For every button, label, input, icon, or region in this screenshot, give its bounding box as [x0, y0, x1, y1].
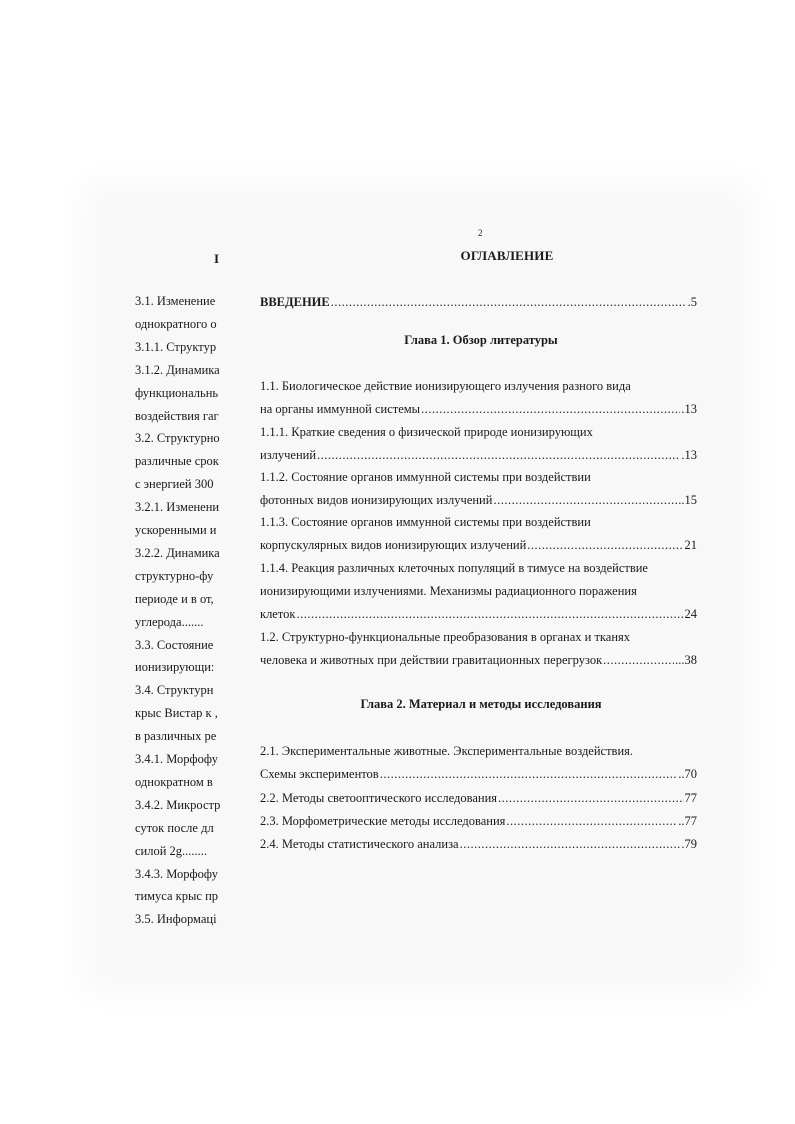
chapter-1-heading: Глава 1. Обзор литературы — [404, 333, 558, 347]
dot-leader — [527, 537, 683, 553]
toc-entry-1-1-4 — [260, 606, 697, 622]
page-number: 2 — [478, 228, 483, 238]
toc-entry-1-1-1-line1: 1.1.1. Краткие сведения о физической природе ионизирующих — [260, 425, 593, 439]
toc-intro-label: ВВЕДЕНИЕ — [260, 295, 330, 309]
dot-leader — [493, 492, 677, 508]
dot-leader — [296, 606, 683, 622]
left-page-line: 3.1.1. Структур — [135, 339, 217, 354]
left-page-line: различные срок — [135, 454, 219, 469]
left-page-line: однократном в — [135, 774, 213, 789]
left-page-line: 3.2.2. Динамика — [135, 545, 220, 560]
toc-entry-1-1-4-line1: 1.1.4. Реакция различных клеточных популяций в тимусе на воздействие — [260, 561, 648, 575]
left-page-line: 3.5. Информаці — [135, 912, 217, 927]
left-page-line: ускоренными и — [135, 523, 217, 537]
toc-entry-1-1-3-line1: 1.1.3. Состояние органов иммунной системы при воздействии — [260, 515, 591, 529]
toc-entry-1-1-2 — [260, 492, 697, 508]
toc-entry-page: ..70 — [678, 767, 697, 781]
toc-entry-1-1-3 — [260, 537, 697, 553]
left-page-line: с энергией 300 — [135, 477, 214, 492]
toc-entry-2-2 — [260, 790, 697, 806]
toc-entry-text: на органы иммунной системы — [260, 402, 421, 416]
left-page-line: ионизирующи: — [135, 660, 215, 675]
toc-entry-1-2 — [260, 652, 697, 668]
toc-entry-page: ..77 — [678, 814, 697, 828]
toc-entry-text: корпускулярных видов ионизирующих излучений — [260, 538, 527, 552]
left-page-fragment — [128, 200, 221, 940]
toc-entry-page: 24 — [684, 607, 697, 621]
toc-entry-1-1-4-line2: ионизирующими излучениями. Механизмы радиационного поражения — [260, 584, 637, 598]
page-title: ОГЛАВЛЕНИЕ — [460, 248, 554, 263]
toc-entry-text: 2.3. Морфометрические методы исследования — [260, 814, 506, 828]
left-page-line: 3.4.2. Микростр — [135, 797, 221, 812]
left-page-line: 3.2.1. Изменени — [135, 500, 220, 515]
left-page-line: крыс Вистар к , — [135, 706, 218, 721]
toc-intro-page: .5 — [687, 295, 697, 309]
left-page-line: 3.4. Структурн — [135, 683, 214, 698]
toc-entry-text: Схемы экспериментов — [260, 767, 379, 781]
toc-entry-2-3 — [260, 813, 697, 829]
left-page-line: 3.1.2. Динамика — [135, 362, 220, 377]
toc-intro — [260, 294, 697, 310]
left-page-line: 3.3. Состояние — [135, 637, 214, 652]
left-page-line: структурно-фу — [135, 568, 214, 583]
left-page-heading: I — [214, 251, 220, 266]
toc-entry-1-1 — [260, 401, 697, 417]
left-page-line: воздействия гаг — [135, 408, 219, 423]
toc-entry-2-4 — [260, 836, 697, 852]
toc-entry-1-1-1 — [260, 447, 697, 463]
left-page-line: 3.4.1. Морфофу — [135, 752, 218, 766]
left-page-line: функциональнь — [135, 385, 219, 400]
toc-entry-page: .79 — [681, 837, 697, 851]
toc-entry-page: ...38 — [675, 653, 697, 667]
left-page-line: силой 2g........ — [135, 843, 208, 858]
toc-entry-page: 77 — [684, 791, 697, 805]
dot-leader — [506, 813, 677, 829]
toc-entry-text: клеток — [260, 607, 296, 621]
toc-entry-page: .13 — [681, 402, 697, 416]
toc-entry-text: излучений — [260, 448, 317, 462]
dot-leader — [460, 836, 681, 852]
toc-entry-page: ..15 — [678, 493, 697, 507]
toc-entry-text: человека и животных при действии гравитационных перегрузок — [260, 653, 603, 667]
toc-entry-2-1-line1: 2.1. Экспериментальные животные. Экспериментальные воздействия. — [260, 744, 634, 758]
toc-entry-2-1 — [260, 766, 697, 782]
toc-entry-text: фотонных видов ионизирующих излучений — [260, 493, 493, 507]
toc-entry-text: 2.2. Методы светооптического исследования — [260, 791, 498, 805]
toc-entry-page: .13 — [681, 448, 697, 462]
toc-entry-1-1-2-line1: 1.1.2. Состояние органов иммунной системы при воздействии — [260, 470, 591, 484]
left-page-line: периоде и в от, — [135, 591, 214, 606]
left-page-line: 3.2. Структурно — [135, 431, 220, 446]
chapter-2-heading: Глава 2. Материал и методы исследования — [360, 697, 602, 711]
toc-entry-1-1-line1: 1.1. Биологическое действие ионизирующего излучения разного вида — [260, 379, 631, 393]
left-page-line: 3.1. Изменение — [135, 294, 216, 308]
dot-leader — [421, 401, 680, 417]
dot-leader — [331, 294, 687, 310]
dot-leader — [498, 790, 683, 806]
left-page-line: углерода....... — [135, 614, 204, 629]
dot-leader — [603, 652, 674, 668]
dot-leader — [380, 766, 678, 782]
left-page-line: в различных ре — [135, 729, 217, 744]
left-page-line: суток после дл — [135, 820, 214, 835]
left-page-line: однократного о — [135, 316, 217, 331]
toc-entry-page: 21 — [684, 538, 697, 552]
toc-entry-1-2-line1: 1.2. Структурно-функциональные преобразования в органах и тканях — [260, 630, 631, 644]
toc-entry-text: 2.4. Методы статистического анализа — [260, 837, 459, 851]
left-page-line: 3.4.3. Морфофу — [135, 866, 218, 881]
left-page-line: тимуса крыс пр — [135, 889, 219, 904]
dot-leader — [317, 447, 680, 463]
